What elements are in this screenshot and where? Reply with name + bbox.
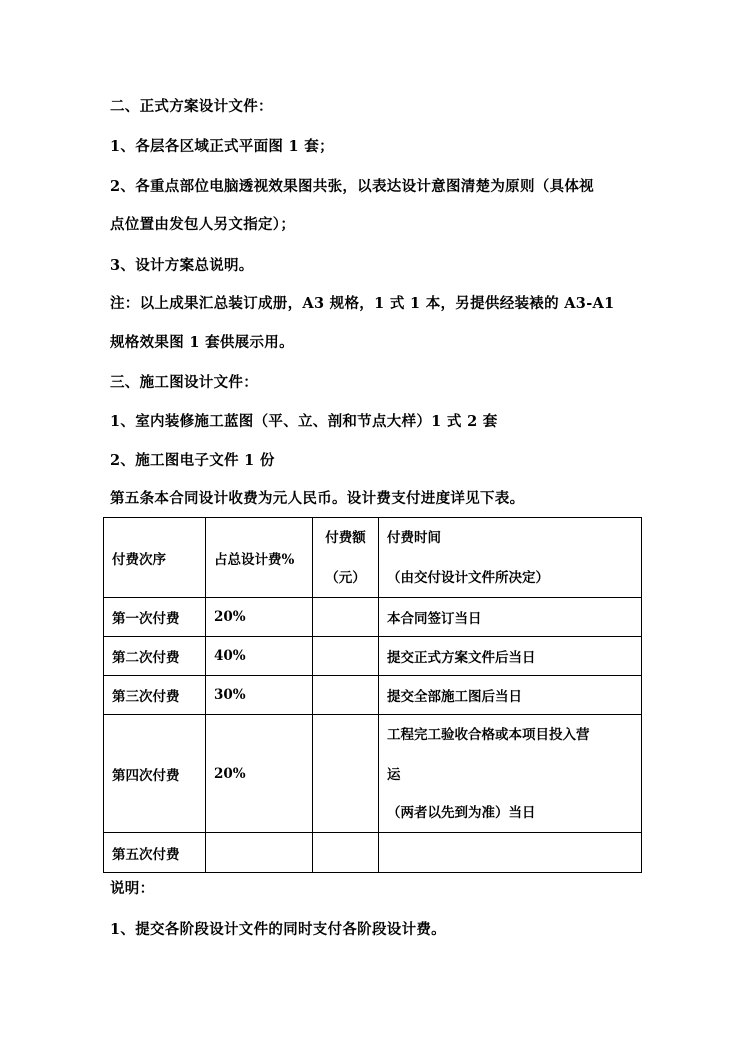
row-percent: 40% [206, 637, 313, 676]
paragraph-line: 点位置由发包人另文指定）； [110, 216, 296, 233]
table-row [104, 833, 642, 873]
table-row [104, 637, 642, 676]
header-time [379, 518, 642, 598]
notes-line: 1、提交各阶段设计文件的同时支付各阶段设计费。 [110, 921, 446, 938]
paragraph-line: 注：以上成果汇总装订成册，A3 规格，1 式 1 本，另提供经装裱的 A3-A1 [110, 295, 615, 312]
paragraph-line: 1、室内装修施工蓝图（平、立、剖和节点大样）1 式 2 套 [110, 413, 498, 430]
header-amount-line2: （元） [325, 569, 366, 586]
section-heading-construction: 三、施工图设计文件： [110, 374, 258, 391]
notes-heading: 说明： [110, 880, 155, 897]
header-percent: 占总设计费% [206, 518, 313, 598]
payment-schedule-table [103, 517, 642, 873]
row-amount [313, 833, 379, 873]
table-header-row [104, 518, 642, 598]
table-row [104, 598, 642, 637]
row-amount [313, 637, 379, 676]
article-five-line: 第五条本合同设计收费为元人民币。设计费支付进度详见下表。 [110, 490, 525, 507]
row-order: 第五次付费 [104, 833, 206, 873]
row-order: 第一次付费 [104, 598, 206, 637]
row-time [379, 715, 642, 833]
row-percent [206, 833, 313, 873]
header-amount [313, 518, 379, 598]
header-time-line2: （由交付设计文件所决定） [387, 569, 549, 586]
row-percent: 20% [206, 715, 313, 833]
table-row [104, 715, 642, 833]
row-time: 本合同签订当日 [379, 598, 642, 637]
paragraph-line: 规格效果图 1 套供展示用。 [110, 334, 294, 351]
row-time [379, 833, 642, 873]
header-order: 付费次序 [104, 518, 206, 598]
header-time-line1: 付费时间 [387, 529, 441, 546]
row-time: 提交全部施工图后当日 [379, 676, 642, 715]
paragraph-line: 2、各重点部位电脑透视效果图共张，以表达设计意图清楚为原则（具体视 [110, 178, 594, 195]
row-percent: 30% [206, 676, 313, 715]
section-heading-formal-design: 二、正式方案设计文件： [110, 98, 273, 115]
paragraph-line: 2、施工图电子文件 1 份 [110, 452, 275, 469]
row-time-line3: （两者以先到为准）当日 [387, 804, 536, 821]
row-order: 第三次付费 [104, 676, 206, 715]
row-amount [313, 598, 379, 637]
row-percent: 20% [206, 598, 313, 637]
row-time-line1: 工程完工验收合格或本项目投入营 [387, 726, 590, 743]
row-time-line2: 运 [387, 766, 401, 783]
row-amount [313, 676, 379, 715]
paragraph-line: 1、各层各区域正式平面图 1 套； [110, 138, 334, 155]
table-row [104, 676, 642, 715]
row-order: 第四次付费 [104, 715, 206, 833]
row-amount [313, 715, 379, 833]
row-order: 第二次付费 [104, 637, 206, 676]
header-amount-line1: 付费额 [325, 529, 366, 546]
row-time: 提交正式方案文件后当日 [379, 637, 642, 676]
paragraph-line: 3、设计方案总说明。 [110, 257, 254, 274]
